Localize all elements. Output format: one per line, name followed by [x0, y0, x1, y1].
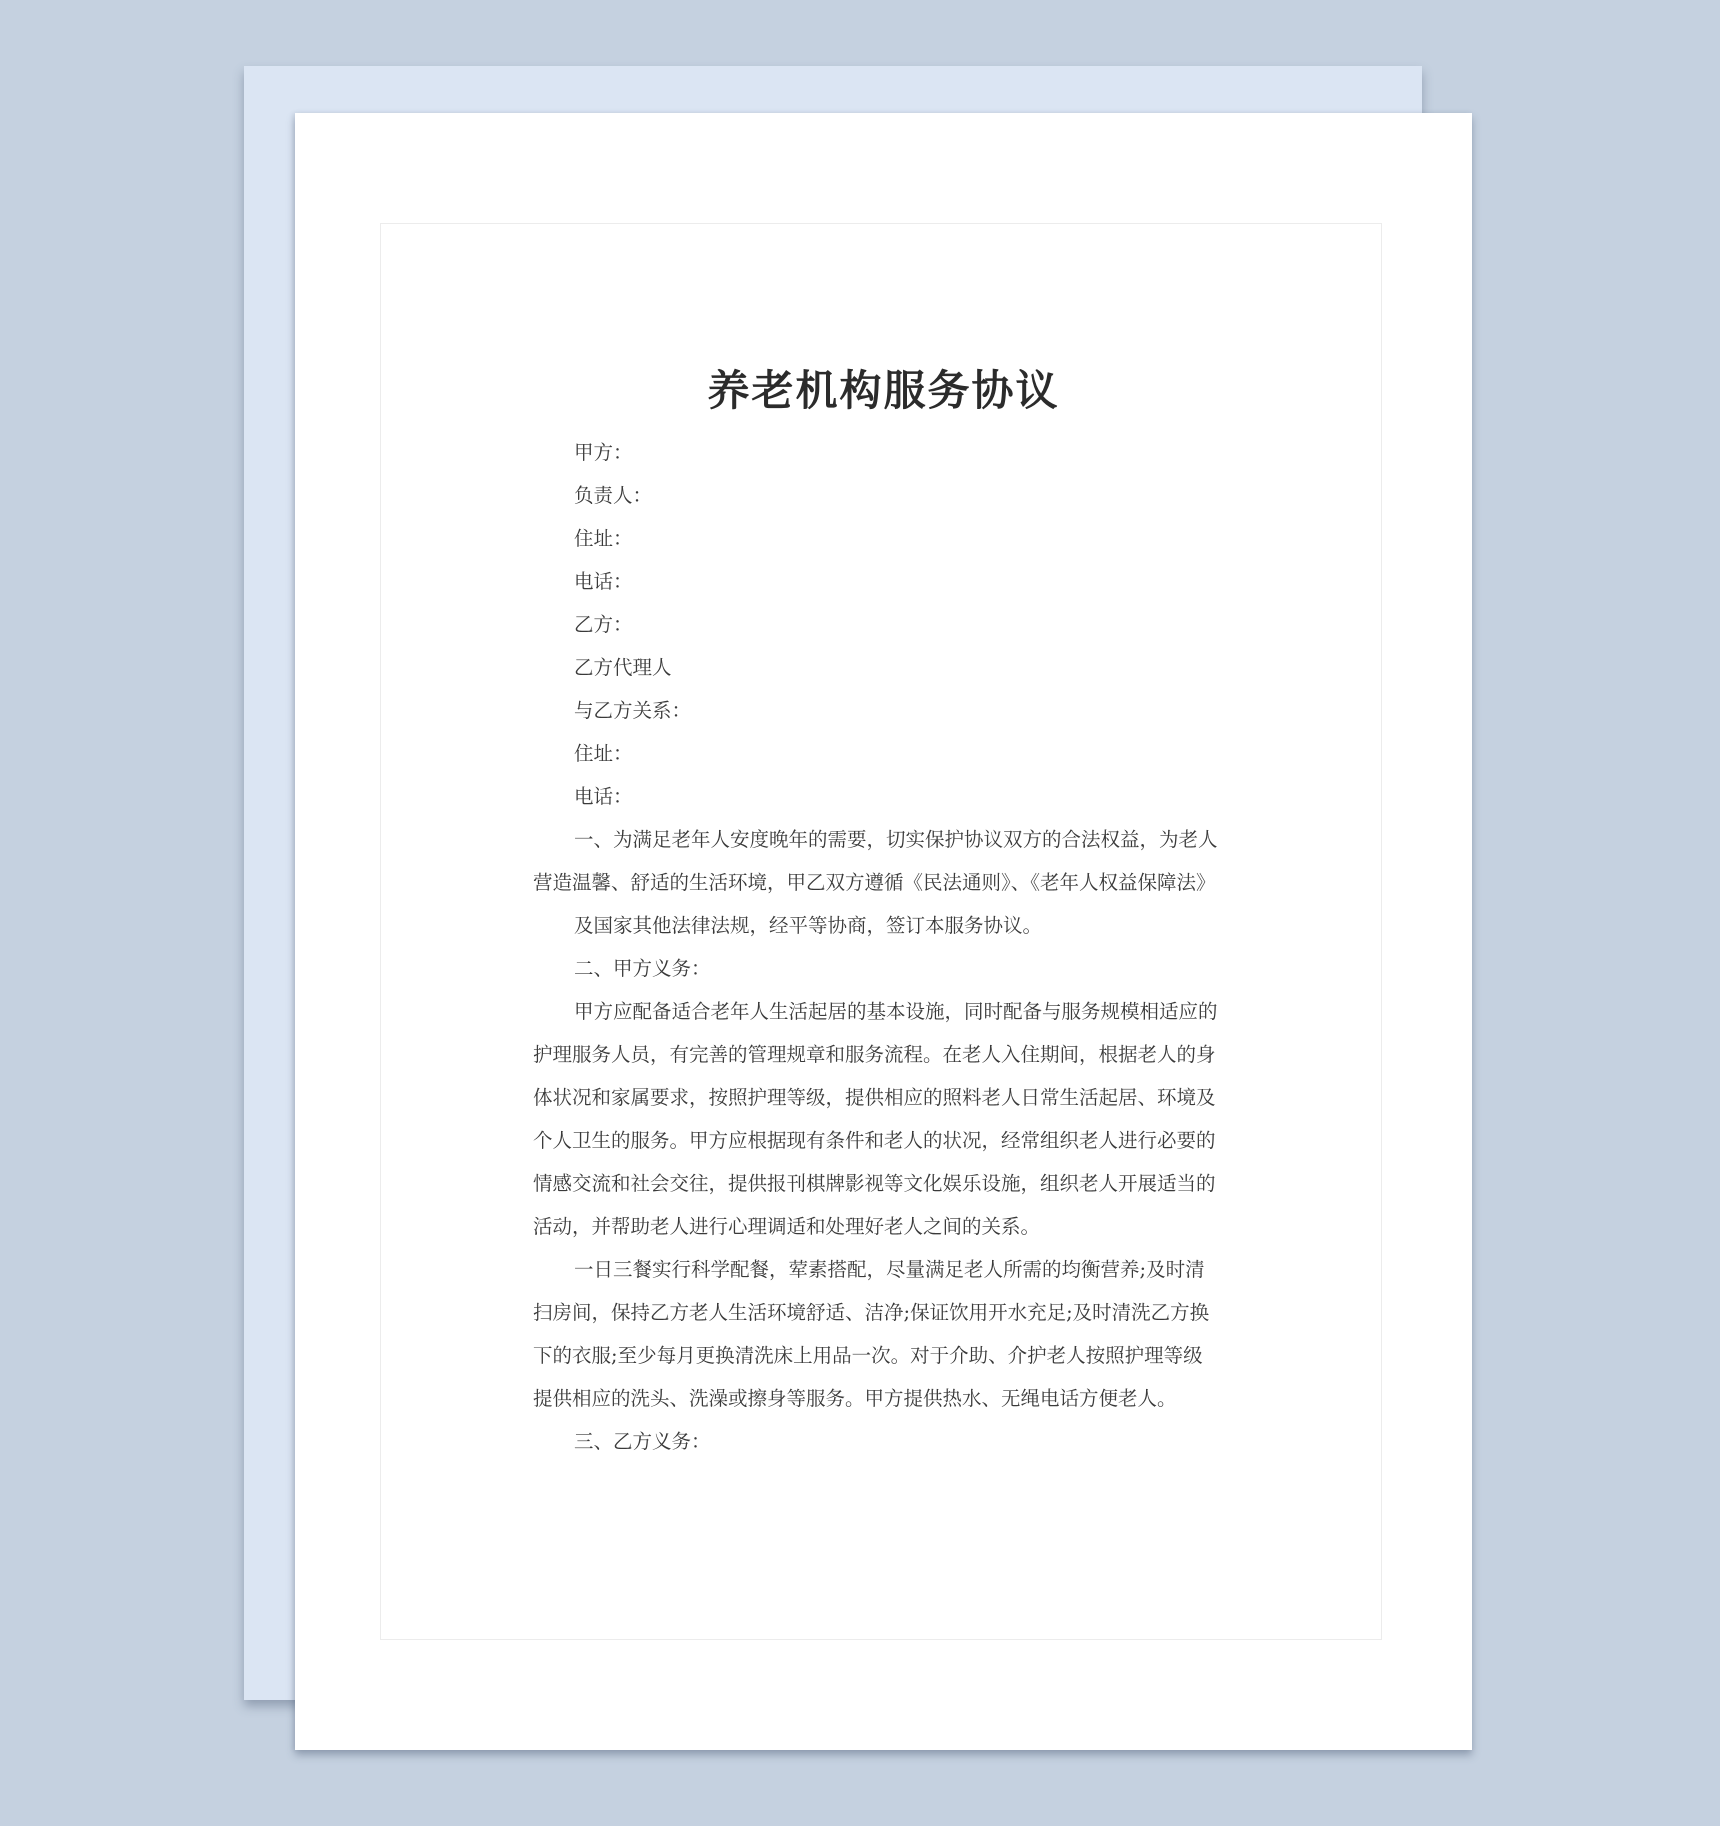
paragraph-line: 活动，并帮助老人进行心理调适和处理好老人之间的关系。: [533, 1215, 1041, 1238]
field-address-b: 住址：: [574, 742, 633, 765]
field-party-b-agent: 乙方代理人: [574, 656, 672, 679]
section-2-paragraph-2: [533, 1248, 1233, 1420]
field-person-in-charge: 负责人：: [574, 484, 653, 507]
field-party-a: 甲方：: [574, 441, 633, 464]
field-party-b: 乙方：: [574, 613, 633, 636]
paragraph-line: 体状况和家属要求，按照护理等级，提供相应的照料老人日常生活起居、环境及: [533, 1086, 1216, 1109]
paragraph-line: 下的衣服;至少每月更换清洗床上用品一次。对于介助、介护老人按照护理等级: [533, 1344, 1203, 1367]
section-1-paragraph: [533, 818, 1233, 947]
paragraph-line: 甲方应配备适合老年人生活起居的基本设施，同时配备与服务规模相适应的: [574, 1000, 1218, 1023]
document-body: [533, 431, 1233, 1463]
paragraph-line: 护理服务人员，有完善的管理规章和服务流程。在老人入住期间，根据老人的身: [533, 1043, 1216, 1066]
field-address-a: 住址：: [574, 527, 633, 550]
paragraph-line: 及国家其他法律法规，经平等协商，签订本服务协议。: [574, 914, 1043, 937]
field-relation-to-party-b: 与乙方关系：: [574, 699, 692, 722]
field-phone-a: 电话：: [574, 570, 633, 593]
paragraph-line: 扫房间，保持乙方老人生活环境舒适、洁净;保证饮用开水充足;及时清洗乙方换: [533, 1301, 1210, 1324]
section-2-heading: 二、甲方义务：: [574, 957, 711, 980]
front-page-sheet: [295, 113, 1472, 1750]
section-2-paragraph-1: [533, 990, 1233, 1248]
document-title: 养老机构服务协议: [707, 366, 1060, 415]
paragraph-line: 一日三餐实行科学配餐，荤素搭配，尽量满足老人所需的均衡营养;及时清: [574, 1258, 1205, 1281]
paragraph-line: 一、为满足老年人安度晚年的需要，切实保护协议双方的合法权益，为老人: [574, 828, 1218, 851]
field-phone-b: 电话：: [574, 785, 633, 808]
paragraph-line: 提供相应的洗头、洗澡或擦身等服务。甲方提供热水、无绳电话方便老人。: [533, 1387, 1177, 1410]
paragraph-line: 情感交流和社会交往，提供报刊棋牌影视等文化娱乐设施，组织老人开展适当的: [533, 1172, 1216, 1195]
paragraph-line: 个人卫生的服务。甲方应根据现有条件和老人的状况，经常组织老人进行必要的: [533, 1129, 1216, 1152]
paragraph-line: 营造温馨、舒适的生活环境，甲乙双方遵循《民法通则》、《老年人权益保障法》: [533, 871, 1216, 894]
section-3-heading: 三、乙方义务：: [574, 1430, 711, 1453]
